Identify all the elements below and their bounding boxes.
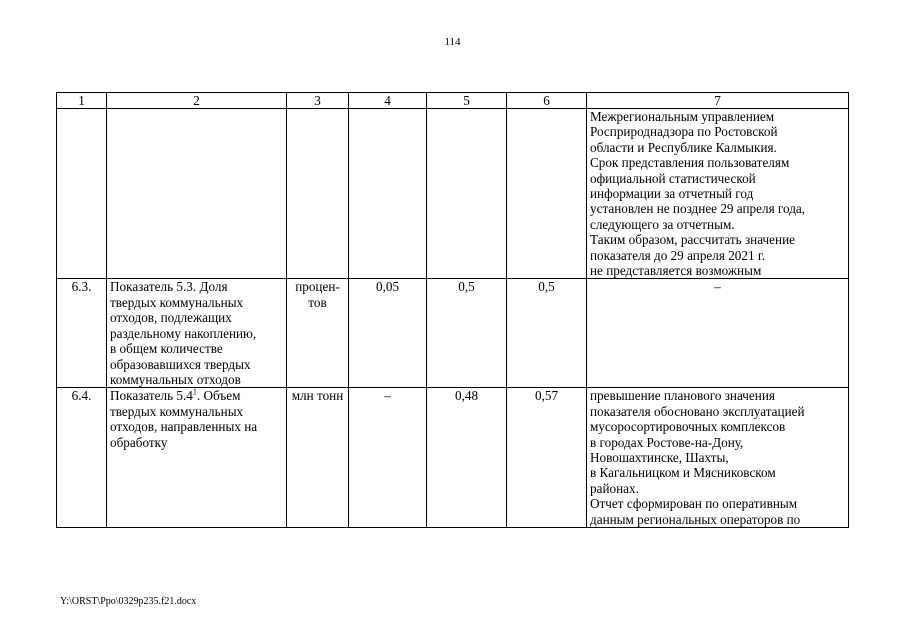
note-line: информации за отчетный год (590, 186, 754, 202)
table-row-6-3 (57, 279, 849, 388)
unit-cell: процен- тов (287, 279, 349, 388)
indicator-name: Показатель $5.4^1$. Объем твердых коммунальных отходов, направленных на обработку (107, 388, 287, 528)
note-line: Межрегиональным управлением (590, 109, 775, 124)
value-cell: 0,05 (349, 279, 427, 388)
note-line: области и Республике Калмыкия. (590, 139, 777, 155)
notes-cell (587, 109, 849, 279)
header-cell: 1 (57, 93, 107, 109)
indicators-table (56, 92, 849, 528)
notes-cell: превышение планового значения показателя обосновано эксплуатацией мусоросортировочных комплексов в городах Ростове-на-Дону, Новошахтинске, Шахты, в Кагальницком и Мясниковском районах. Отчет сформирован по оперативным данным региональных операторов по (587, 388, 849, 528)
note-line: Таким образом, рассчитать значение (590, 232, 795, 248)
header-cell: 7 (587, 93, 849, 109)
value-cell: 0,57 (507, 388, 587, 528)
header-row (57, 93, 849, 109)
table-row-6-4 (57, 388, 849, 528)
header-cell: 5 (427, 93, 507, 109)
table-row-continuation (57, 109, 849, 279)
header-cell: 2 (107, 93, 287, 109)
value-cell: 0,48 (427, 388, 507, 528)
header-cell: 3 (287, 93, 349, 109)
note-line: установлен не позднее 29 апреля года, (590, 201, 806, 217)
header-cell: 6 (507, 93, 587, 109)
note-line: не представляется возможным (590, 263, 762, 279)
note-line: Росприроднадзора по Ростовской (590, 124, 778, 140)
note-line: следующего за отчетным. (590, 216, 735, 232)
unit-cell: млн тонн (287, 388, 349, 528)
value-cell: 0,5 (507, 279, 587, 388)
file-path-footer: Y:\ORST\Ppo\0329p235.f21.docx (60, 596, 197, 607)
row-number: 6.4. (57, 388, 107, 528)
note-line: Срок представления пользователям (590, 155, 790, 171)
row-number: 6.3. (57, 279, 107, 388)
note-line: показателя до 29 апреля 2021 г. (590, 247, 766, 263)
header-cell: 4 (349, 93, 427, 109)
value-cell: – (349, 388, 427, 528)
value-cell: 0,5 (427, 279, 507, 388)
note-line: официальной статистической (590, 170, 756, 186)
notes-cell: – (587, 279, 849, 388)
page-number: 114 (444, 36, 461, 48)
indicator-name: Показатель 5.3. Доля твердых коммунальных отходов, подлежащих раздельному накоплению, в общем количестве образовавшихся твердых коммунальных отходов (107, 279, 287, 388)
